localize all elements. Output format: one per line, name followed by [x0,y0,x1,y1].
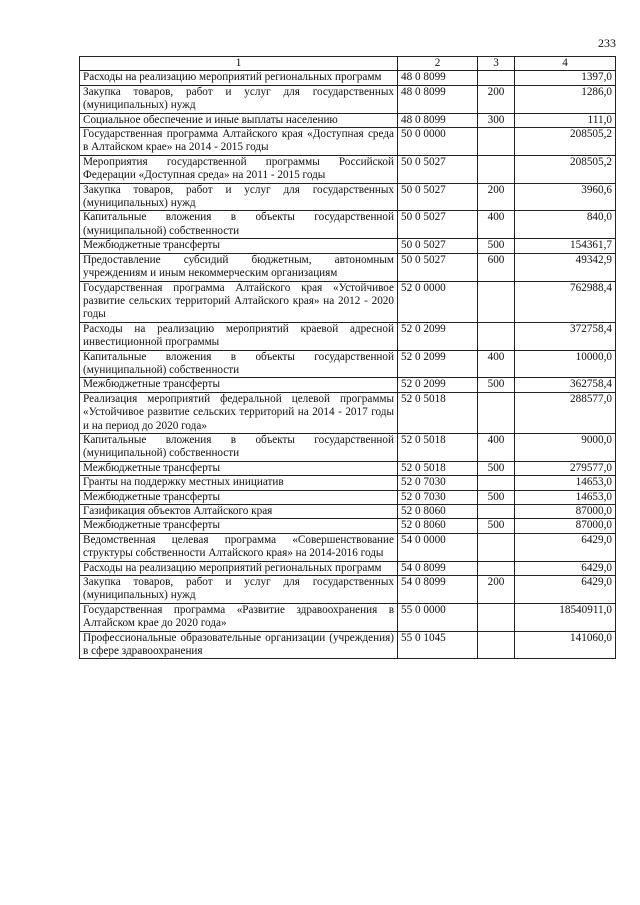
row-sum: 279577,0 [515,461,616,475]
row-type: 200 [478,85,515,113]
table-row [80,281,616,322]
row-type [478,71,515,85]
row-sum: 14653,0 [515,490,616,504]
row-code: 55 0 1045 [398,631,478,659]
row-sum: 1397,0 [515,71,616,85]
row-sum: 840,0 [515,211,616,239]
row-sum: 762988,4 [515,281,616,322]
row-code: 52 0 7030 [398,490,478,504]
row-name: Межбюджетные трансферты [80,519,398,533]
row-name: Ведомственная целевая программа «Совершенствование структуры собственности Алтайского края» на 2014-2016 годы [80,533,398,561]
page-number: 233 [598,36,616,50]
row-sum: 208505,2 [515,155,616,183]
table-row [80,561,616,575]
row-name: Межбюджетные трансферты [80,490,398,504]
table-body [80,71,616,659]
header-row [80,57,616,71]
row-name: Межбюджетные трансферты [80,239,398,253]
row-sum: 141060,0 [515,631,616,659]
table-row [80,71,616,85]
header-cell-sum: 4 [515,57,616,71]
row-sum: 87000,0 [515,519,616,533]
row-name: Закупка товаров, работ и услуг для государственных (муниципальных) нужд [80,85,398,113]
row-code: 52 0 8060 [398,505,478,519]
table-row [80,392,616,433]
header-cell-name: 1 [80,57,398,71]
row-type [478,322,515,350]
table-row [80,505,616,519]
row-sum: 154361,7 [515,239,616,253]
row-type: 500 [478,461,515,475]
row-code: 52 0 7030 [398,476,478,490]
table-row [80,253,616,281]
row-name: Закупка товаров, работ и услуг для государственных (муниципальных) нужд [80,576,398,604]
row-sum: 288577,0 [515,392,616,433]
row-code: 52 0 5018 [398,461,478,475]
table-row [80,533,616,561]
row-code: 52 0 2099 [398,322,478,350]
row-sum: 10000,0 [515,350,616,378]
row-name: Государственная программа «Развитие здравоохранения в Алтайском крае до 2020 года» [80,603,398,631]
row-type: 500 [478,378,515,392]
table-row [80,433,616,461]
row-name: Мероприятия государственной программы Российской Федерации «Доступная среда» на 2011 - 2015 годы [80,155,398,183]
row-type: 300 [478,113,515,127]
row-type [478,561,515,575]
row-type [478,392,515,433]
table-row [80,239,616,253]
table-row [80,183,616,211]
row-name: Социальное обеспечение и иные выплаты населению [80,113,398,127]
row-code: 52 0 5018 [398,392,478,433]
row-code: 50 0 5027 [398,239,478,253]
header-cell-code: 2 [398,57,478,71]
row-code: 52 0 2099 [398,378,478,392]
table-row [80,476,616,490]
row-name: Расходы на реализацию мероприятий региональных программ [80,71,398,85]
row-code: 52 0 5018 [398,433,478,461]
row-code: 50 0 0000 [398,128,478,156]
row-type: 500 [478,239,515,253]
header-cell-type: 3 [478,57,515,71]
row-name: Газификация объектов Алтайского края [80,505,398,519]
row-type: 500 [478,519,515,533]
row-name: Государственная программа Алтайского края «Доступная среда в Алтайском крае» на 2014 - 2015 годы [80,128,398,156]
row-code: 54 0 0000 [398,533,478,561]
table-row [80,519,616,533]
table-row [80,461,616,475]
row-type [478,155,515,183]
row-code: 48 0 8099 [398,71,478,85]
row-name: Гранты на поддержку местных инициатив [80,476,398,490]
row-code: 50 0 5027 [398,211,478,239]
row-type [478,631,515,659]
row-sum: 372758,4 [515,322,616,350]
row-name: Расходы на реализацию мероприятий краевой адресной инвестиционной программы [80,322,398,350]
row-sum: 208505,2 [515,128,616,156]
table-row [80,378,616,392]
row-name: Межбюджетные трансферты [80,461,398,475]
row-type: 500 [478,490,515,504]
row-type [478,603,515,631]
row-sum: 6429,0 [515,561,616,575]
row-name: Государственная программа Алтайского края «Устойчивое развитие сельских территорий Алтайского края» на 2012 - 2020 годы [80,281,398,322]
row-sum: 6429,0 [515,533,616,561]
table-row [80,350,616,378]
row-type: 200 [478,576,515,604]
row-type [478,128,515,156]
row-code: 52 0 8060 [398,519,478,533]
row-code: 54 0 8099 [398,576,478,604]
table-row [80,631,616,659]
table-row [80,211,616,239]
row-code: 48 0 8099 [398,85,478,113]
row-sum: 6429,0 [515,576,616,604]
row-name: Капитальные вложения в объекты государственной (муниципальной) собственности [80,433,398,461]
row-type [478,505,515,519]
row-type: 400 [478,211,515,239]
table-row [80,603,616,631]
table-row [80,322,616,350]
row-code: 52 0 2099 [398,350,478,378]
row-sum: 3960,6 [515,183,616,211]
row-name: Закупка товаров, работ и услуг для государственных (муниципальных) нужд [80,183,398,211]
table-row [80,128,616,156]
table-row [80,113,616,127]
row-type [478,476,515,490]
row-type: 200 [478,183,515,211]
row-name: Капитальные вложения в объекты государственной (муниципальной) собственности [80,211,398,239]
row-name: Реализация мероприятий федеральной целевой программы «Устойчивое развитие сельских территорий на 2014 - 2017 годы и на период до 2020 года» [80,392,398,433]
row-name: Межбюджетные трансферты [80,378,398,392]
row-type: 400 [478,433,515,461]
row-code: 50 0 5027 [398,155,478,183]
row-sum: 14653,0 [515,476,616,490]
row-name: Профессиональные образовательные организации (учреждения) в сфере здравоохранения [80,631,398,659]
row-code: 52 0 0000 [398,281,478,322]
row-type: 400 [478,350,515,378]
budget-table [79,56,616,659]
row-name: Капитальные вложения в объекты государственной (муниципальной) собственности [80,350,398,378]
row-sum: 9000,0 [515,433,616,461]
table-row [80,490,616,504]
row-sum: 111,0 [515,113,616,127]
row-sum: 49342,9 [515,253,616,281]
row-type [478,281,515,322]
row-type [478,533,515,561]
table-row [80,576,616,604]
row-code: 55 0 0000 [398,603,478,631]
row-sum: 1286,0 [515,85,616,113]
table-row [80,155,616,183]
row-sum: 362758,4 [515,378,616,392]
row-sum: 18540911,0 [515,603,616,631]
row-name: Расходы на реализацию мероприятий региональных программ [80,561,398,575]
row-code: 54 0 8099 [398,561,478,575]
row-type: 600 [478,253,515,281]
row-code: 50 0 5027 [398,253,478,281]
row-name: Предоставление субсидий бюджетным, автономным учреждениям и иным некоммерческим организациям [80,253,398,281]
table-row [80,85,616,113]
row-sum: 87000,0 [515,505,616,519]
row-code: 50 0 5027 [398,183,478,211]
row-code: 48 0 8099 [398,113,478,127]
